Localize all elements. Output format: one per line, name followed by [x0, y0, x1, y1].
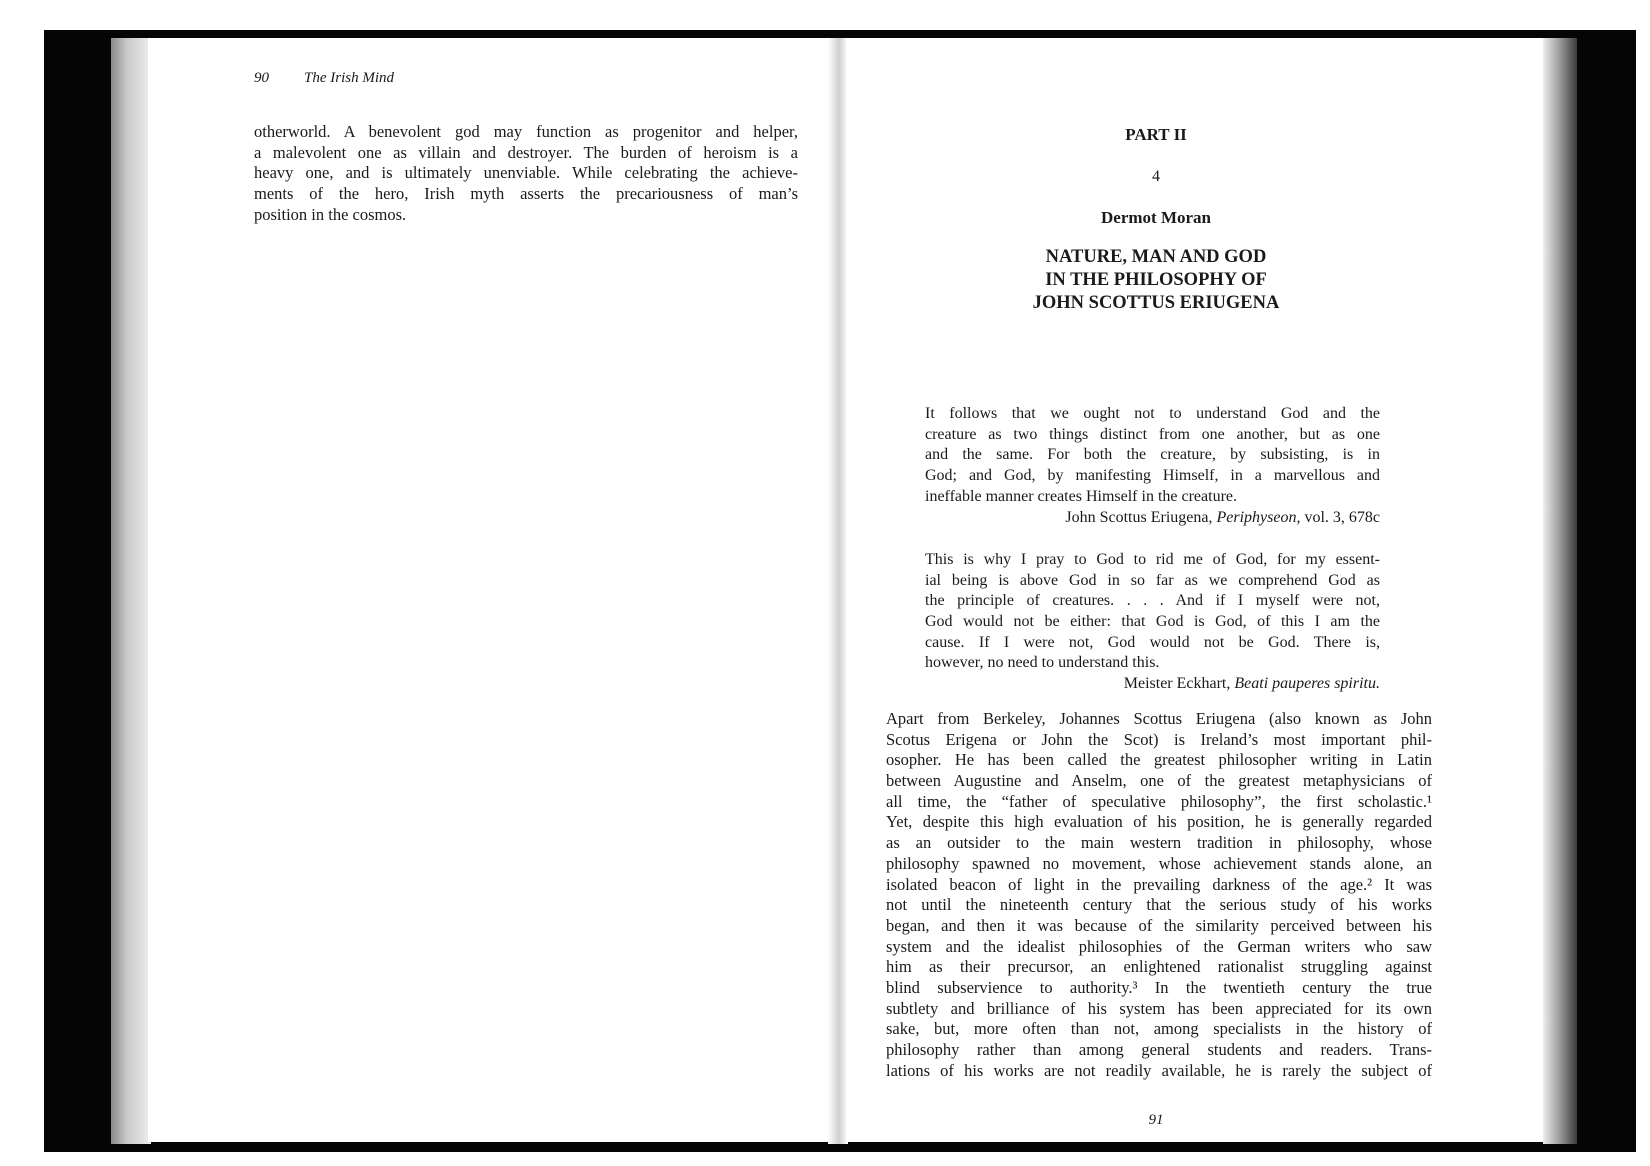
- text-line: began, and then it was because of the similarity perceived between his: [886, 915, 1432, 935]
- text-line: philosophy spawned no movement, whose achievement stands alone, an: [886, 853, 1432, 873]
- left-page-edge: [111, 38, 151, 1144]
- text-line: Apart from Berkeley, Johannes Scottus Eriugena (also known as John: [886, 709, 1432, 728]
- left-body-text: [254, 122, 798, 225]
- text-line: not until the nineteenth century that the serious study of his works: [886, 895, 1432, 915]
- chapter-title: [846, 246, 1466, 315]
- text-line: blind subservience to authority.³ In the twentieth century the true: [886, 977, 1432, 997]
- text-line: a malevolent one as villain and destroyer. The burden of heroism is a: [254, 142, 798, 162]
- text-line: cause. If I were not, God would not be God. There is,: [925, 633, 1380, 651]
- book-gutter: [828, 38, 848, 1144]
- text-line: isolated beacon of light in the prevailing darkness of the age.² It was: [886, 874, 1432, 894]
- text-line: ineffable manner creates Himself in the creature.: [925, 487, 1237, 505]
- epigraph-attribution: [1124, 675, 1380, 693]
- text-line: between Augustine and Anselm, one of the greatest metaphysicians of: [886, 771, 1432, 791]
- right-page-number: 91: [1148, 1112, 1164, 1128]
- chapter-number: 4: [1152, 168, 1160, 185]
- text-line: osopher. He has been called the greatest philosopher writing in Latin: [886, 750, 1432, 770]
- text-line: creature as two things distinct from one another, but as one: [925, 425, 1380, 443]
- text-line: philosophy rather than among general students and readers. Trans-: [886, 1040, 1432, 1059]
- attribution-work: Periphyseon,: [1216, 509, 1301, 526]
- title-line: NATURE, MAN AND GOD: [1045, 247, 1267, 267]
- text-line: the principle of creatures. . . . And if I myself were not,: [925, 592, 1380, 610]
- text-line: It follows that we ought not to understand God and the: [925, 405, 1380, 422]
- running-head-title: The Irish Mind: [304, 70, 394, 86]
- text-line: however, no need to understand this.: [925, 654, 1160, 672]
- chapter-author: Dermot Moran: [1101, 208, 1211, 227]
- text-line: otherworld. A benevolent god may function as progenitor and helper,: [254, 122, 798, 141]
- text-line: system and the idealist philosophies of the German writers who saw: [886, 936, 1432, 956]
- text-line: him as their precursor, an enlightened rationalist struggling against: [886, 957, 1432, 977]
- text-line: ial being is above God in so far as we comprehend God as: [925, 571, 1380, 589]
- text-line: subtlety and brilliance of his system has been appreciated for its own: [886, 998, 1432, 1018]
- attribution-work: Beati pauperes spiritu.: [1234, 675, 1380, 692]
- title-line: IN THE PHILOSOPHY OF: [1045, 270, 1267, 290]
- right-body-text: [886, 709, 1432, 1081]
- text-line: sake, but, more often than not, among specialists in the history of: [886, 1019, 1432, 1039]
- text-line: heavy one, and is ultimately unenviable. While celebrating the achieve-: [254, 163, 798, 183]
- text-line: and the same. For both the creature, by subsisting, is in: [925, 446, 1380, 464]
- running-header: [254, 70, 394, 87]
- epigraph-eriugena: [925, 404, 1380, 507]
- part-heading: PART II: [1125, 125, 1187, 144]
- text-line: all time, the “father of speculative philosophy”, the first scholastic.¹: [886, 791, 1432, 811]
- text-line: God would not be either: that God is God, of this I am the: [925, 613, 1380, 631]
- right-page-edge: [1543, 38, 1577, 1144]
- text-line: Scotus Erigena or John the Scot) is Ireland’s most important phil-: [886, 729, 1432, 749]
- text-line: This is why I pray to God to rid me of God, for my essent-: [925, 551, 1380, 568]
- epigraph-eckhart: [925, 550, 1380, 674]
- text-line: ments of the hero, Irish myth asserts the precariousness of man’s: [254, 184, 798, 204]
- attribution-author: John Scottus Eriugena,: [1065, 509, 1217, 526]
- attribution-author: Meister Eckhart,: [1123, 675, 1235, 692]
- title-line: JOHN SCOTTUS ERIUGENA: [1032, 293, 1280, 313]
- epigraph-attribution: [1065, 509, 1380, 527]
- text-line: Yet, despite this high evaluation of his position, he is generally regarded: [886, 812, 1432, 832]
- attribution-reference: vol. 3, 678c: [1300, 509, 1380, 526]
- text-line: position in the cosmos.: [254, 204, 407, 224]
- text-line: lations of his works are not readily available, he is rarely the subject of: [886, 1060, 1432, 1080]
- text-line: as an outsider to the main western tradition in philosophy, whose: [886, 833, 1432, 853]
- left-page-number: 90: [254, 70, 269, 86]
- text-line: God; and God, by manifesting Himself, in a marvellous and: [925, 467, 1380, 485]
